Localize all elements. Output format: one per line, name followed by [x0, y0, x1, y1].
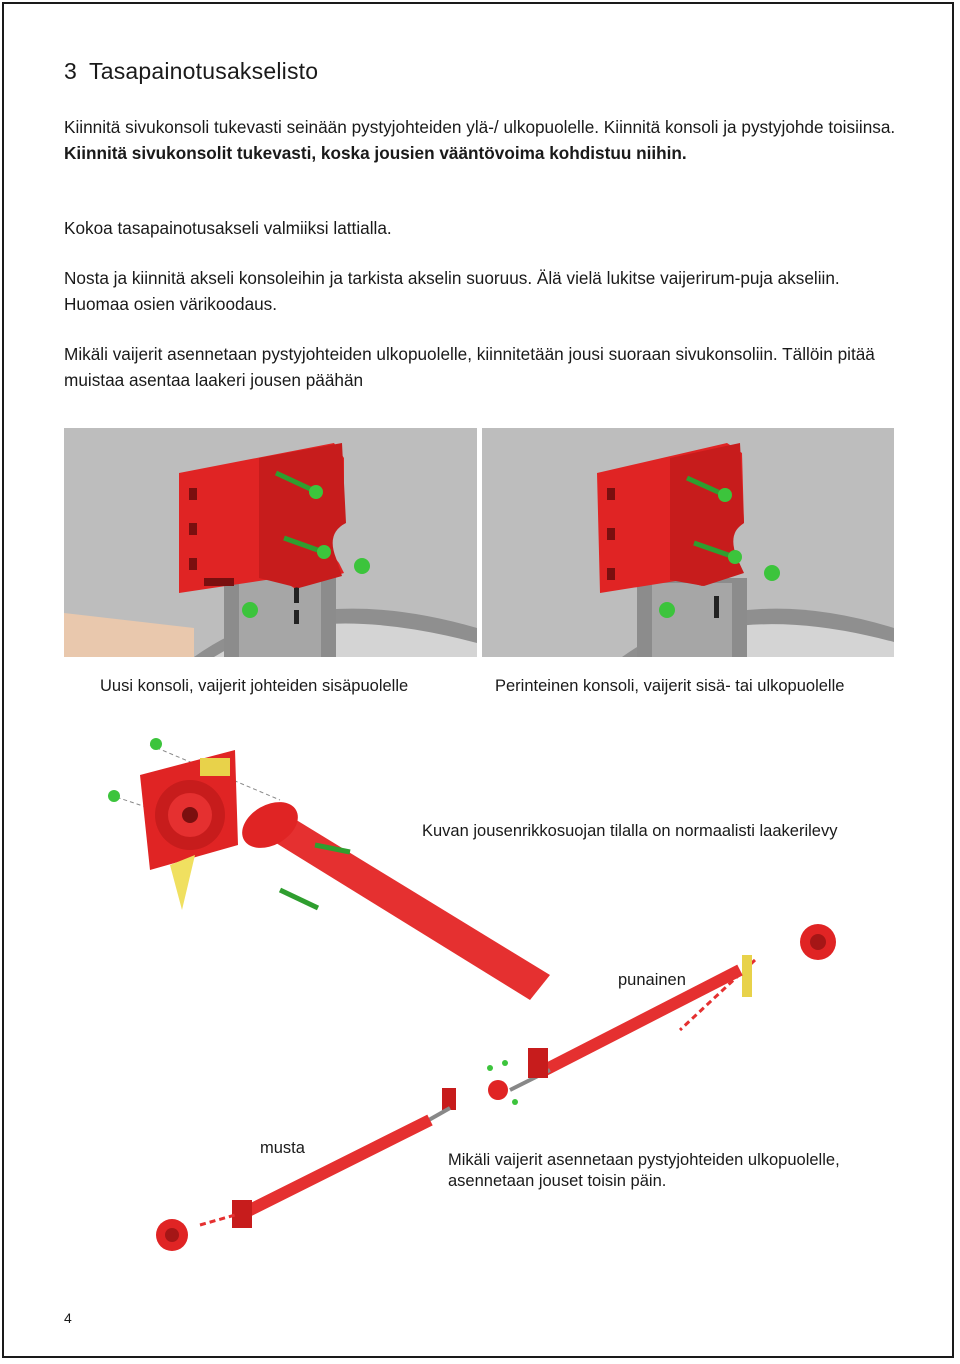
page-number: 4 [64, 1310, 72, 1326]
paragraph-brackets [64, 115, 904, 166]
paragraph-mount-shaft: Nosta ja kiinnitä akseli konsoleihin ja tarkista akselin suoruus. Älä vielä lukitse vaijerirum-puja akseliin. Huomaa osien värikoodaus. [64, 268, 840, 314]
label-red-spring: punainen [618, 971, 686, 989]
section-heading [64, 58, 318, 85]
label-bearing-note: Kuvan jousenrikkosuojan tilalla on normaalisti laakerilevy [422, 822, 838, 840]
paragraph-brackets-text: Kiinnitä sivukonsoli tukevasti seinään pystyjohteiden ylä-/ ulkopuolelle. Kiinnitä konsoli ja pystyjohde toisiinsa. [64, 117, 896, 137]
paragraph-brackets-warning: Kiinnitä sivukonsolit tukevasti, koska jousien vääntövoima kohdistuu niihin. [64, 142, 687, 163]
caption-new-bracket: Uusi konsoli, vaijerit johteiden sisäpuolelle [100, 677, 409, 695]
label-outside-note-line1: Mikäli vaijerit asennetaan pystyjohteiden ulkopuolelle, [448, 1151, 840, 1169]
photo-traditional-bracket [482, 428, 894, 657]
photo-new-bracket [64, 428, 477, 657]
paragraph-outside-cables: Mikäli vaijerit asennetaan pystyjohteiden ulkopuolelle, kiinnitetään jousi suoraan sivukonsoliin. Tällöin pitää muistaa asentaa laakeri jousen päähän [64, 344, 875, 390]
section-number: 3 [64, 58, 77, 84]
label-outside-note-line2: asennetaan jouset toisin päin. [448, 1172, 667, 1190]
section-title: Tasapainotusakselisto [89, 58, 319, 84]
shaft-assembly-diagram [90, 730, 880, 1275]
paragraph-assemble: Kokoa tasapainotusakseli valmiiksi lattialla. [64, 218, 392, 238]
label-black-spring: musta [260, 1139, 305, 1157]
caption-traditional-bracket: Perinteinen konsoli, vaijerit sisä- tai ulkopuolelle [495, 677, 845, 695]
